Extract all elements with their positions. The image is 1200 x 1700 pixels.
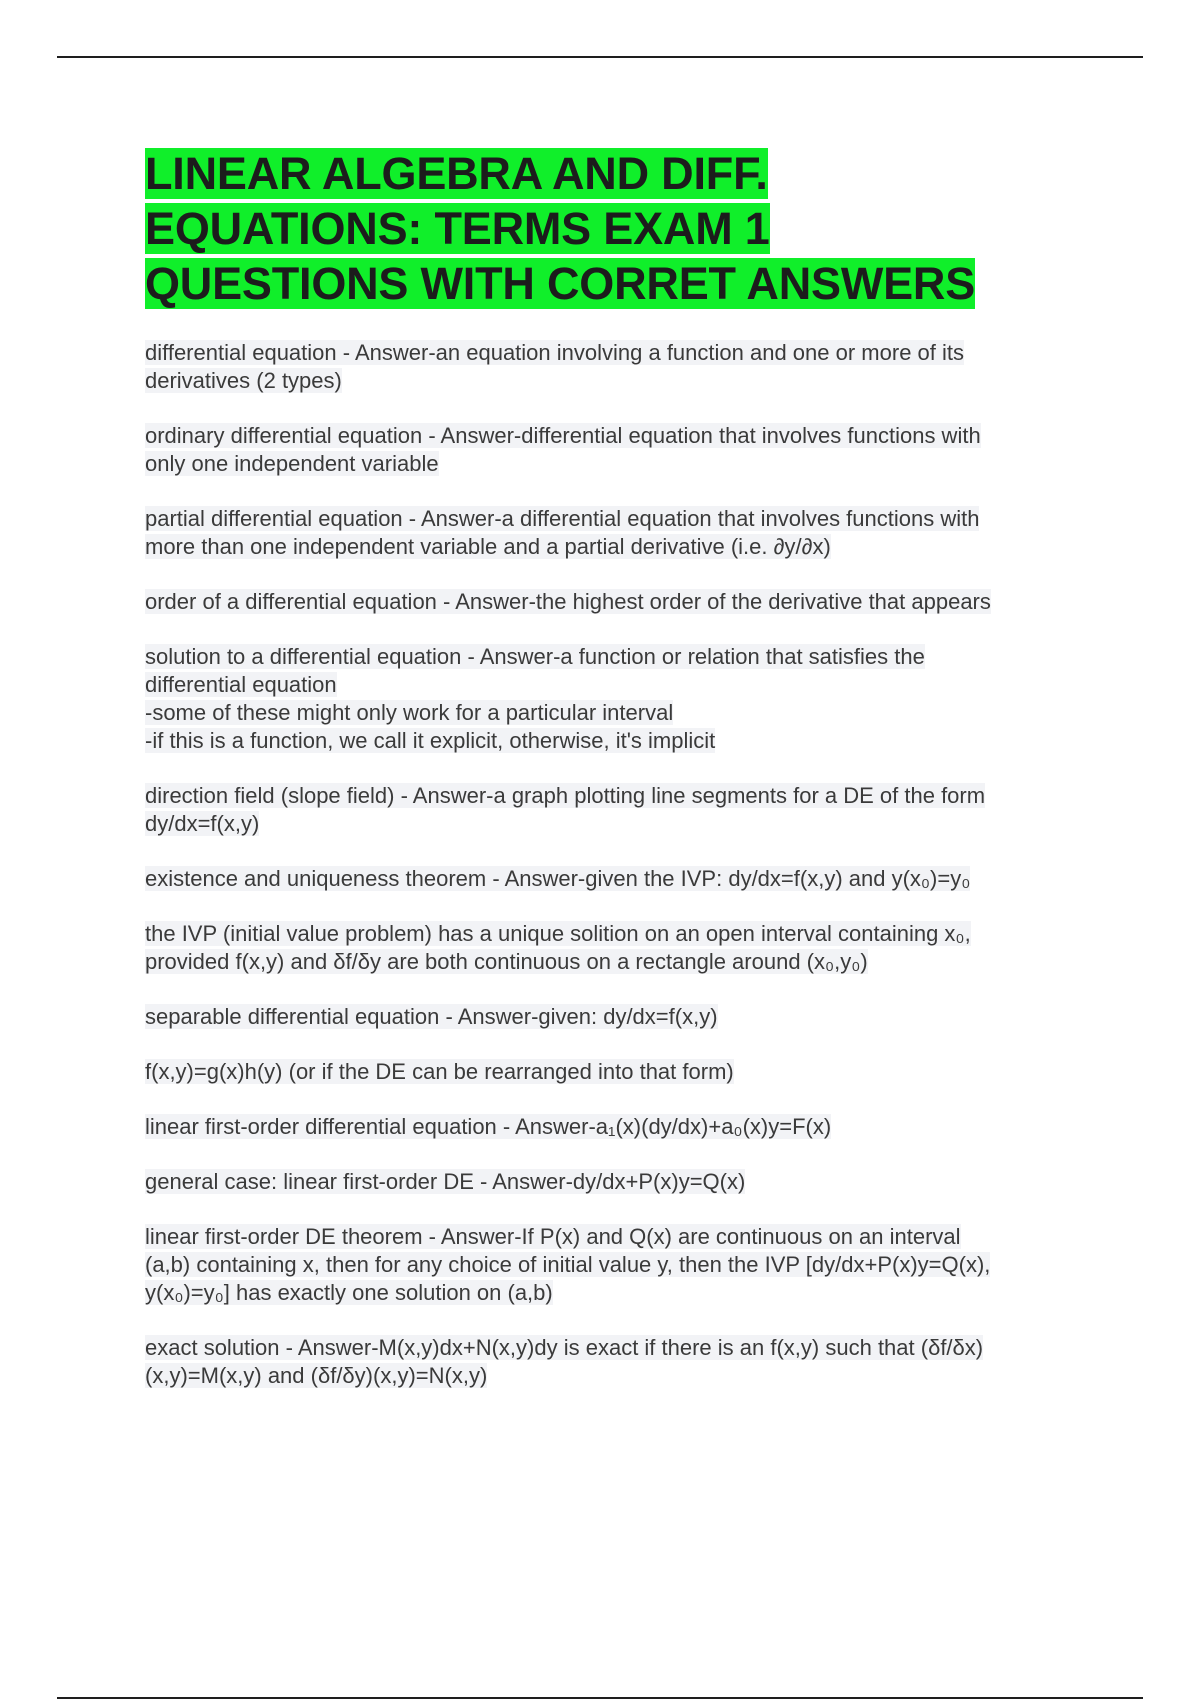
term-entry-line: order of a differential equation - Answer-the highest order of the derivative that appears	[145, 589, 991, 614]
term-entry	[145, 1334, 1085, 1390]
term-entry-line: linear first-order differential equation - Answer-a₁(x)(dy/dx)+a₀(x)y=F(x)	[145, 1114, 832, 1139]
term-entry	[145, 643, 1085, 755]
term-entry-line: (x,y)=M(x,y) and (δf/δy)(x,y)=N(x,y)	[145, 1363, 488, 1388]
term-entry-line: linear first-order DE theorem - Answer-If P(x) and Q(x) are continuous on an interval	[145, 1224, 961, 1249]
term-entry-line: general case: linear first-order DE - Answer-dy/dx+P(x)y=Q(x)	[145, 1169, 746, 1194]
title-line-3: QUESTIONS WITH CORRET ANSWERS	[145, 258, 976, 309]
term-entry-line: derivatives (2 types)	[145, 368, 342, 393]
term-entry	[145, 422, 1085, 478]
document-title	[145, 146, 1085, 311]
term-entry-line: (a,b) containing x, then for any choice of initial value y, then the IVP [dy/dx+P(x)y=Q(x),	[145, 1252, 991, 1277]
document-page	[145, 146, 1085, 1417]
term-entry-line: the IVP (initial value problem) has a unique solition on an open interval containing x₀,	[145, 921, 971, 946]
term-entry	[145, 782, 1085, 838]
term-entry-line: dy/dx=f(x,y)	[145, 811, 260, 836]
term-entry-line: existence and uniqueness theorem - Answer-given the IVP: dy/dx=f(x,y) and y(x₀)=y₀	[145, 866, 971, 891]
term-entry-line: separable differential equation - Answer-given: dy/dx=f(x,y)	[145, 1004, 718, 1029]
term-entry	[145, 588, 1085, 616]
term-list	[145, 339, 1085, 1390]
term-entry-line: direction field (slope field) - Answer-a graph plotting line segments for a DE of the form	[145, 783, 986, 808]
term-entry	[145, 1058, 1085, 1086]
term-entry-line: only one independent variable	[145, 451, 439, 476]
top-rule	[57, 56, 1143, 58]
term-entry	[145, 865, 1085, 893]
term-entry-line: partial differential equation - Answer-a differential equation that involves functions with	[145, 506, 980, 531]
title-line-2: EQUATIONS: TERMS EXAM 1	[145, 203, 770, 254]
title-line-1: LINEAR ALGEBRA AND DIFF.	[145, 148, 768, 199]
term-entry-line: solution to a differential equation - Answer-a function or relation that satisfies the	[145, 644, 925, 669]
term-entry-line: differential equation - Answer-an equation involving a function and one or more of its	[145, 340, 964, 365]
term-entry	[145, 1168, 1085, 1196]
term-entry-line: y(x₀)=y₀] has exactly one solution on (a,b)	[145, 1280, 553, 1305]
term-entry	[145, 339, 1085, 395]
term-entry	[145, 920, 1085, 976]
term-entry	[145, 1003, 1085, 1031]
term-entry-line: f(x,y)=g(x)h(y) (or if the DE can be rearranged into that form)	[145, 1059, 734, 1084]
bottom-rule	[57, 1697, 1143, 1699]
term-entry-line: ordinary differential equation - Answer-differential equation that involves functions with	[145, 423, 981, 448]
term-entry	[145, 505, 1085, 561]
term-entry-line: -some of these might only work for a particular interval	[145, 700, 674, 725]
term-entry	[145, 1113, 1085, 1141]
term-entry-line: exact solution - Answer-M(x,y)dx+N(x,y)dy is exact if there is an f(x,y) such that (δf/δx)	[145, 1335, 984, 1360]
term-entry-line: more than one independent variable and a partial derivative (i.e. ∂y/∂x)	[145, 534, 831, 559]
term-entry-line: -if this is a function, we call it explicit, otherwise, it's implicit	[145, 728, 716, 753]
term-entry-line: provided f(x,y) and δf/δy are both continuous on a rectangle around (x₀,y₀)	[145, 949, 868, 974]
term-entry	[145, 1223, 1085, 1307]
term-entry-line: differential equation	[145, 672, 337, 697]
